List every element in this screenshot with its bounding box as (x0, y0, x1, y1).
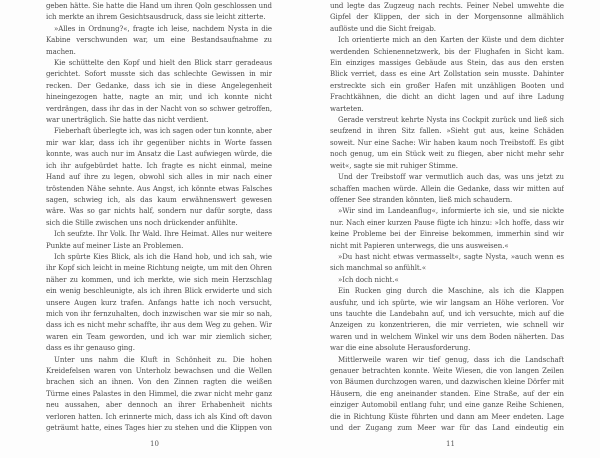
paragraph: Gerade verstreut kehrte Nysta ins Cockpit zurück und ließ sich seufzend in ihren Sitz fallen. »Sieht gut aus, keine Schäden soweit. Nur eine Sache: Wir haben kaum noch Treibstoff. Es gibt noch genug, um ein Stück weit zu fliegen, aber nicht mehr sehr weit«, sagte sie mit ruhiger Stimme. (330, 116, 564, 170)
paragraph: Kie schüttelte den Kopf und hielt den Blick starr geradeaus gerichtet. Sofort musste sich das schlechte Gewissen in mir recken. Der Gedanke, dass ich sie in diese Angelegenheit hineingezogen hatte, nagte an mir, und ich konnte nicht verdrängen, dass ihr das in der Nacht von so schwer getroffen, war unerträglich. Sie hatte das nicht verdient. (46, 59, 272, 125)
paragraph: »Du hast nicht etwas vermasselt«, sagte Nysta, »auch wenn es sich manchmal so anfühlt.« (330, 252, 564, 273)
paragraph: »Ich doch nicht.« (338, 275, 399, 284)
paragraph: Ich seufzte. Ihr Volk. Ihr Wald. Ihre Heimat. Alles nur weitere Punkte auf meiner Liste an Problemen. (46, 230, 272, 250)
paragraph: und legte das Zugzeug nach rechts. Feiner Nebel umwehte die Gipfel der Klippen, der sich in der Morgensonne allmählich auflöste und die Sicht freigab. (330, 2, 564, 33)
paragraph: »Wir sind im Landeanflug«, informierte ich sie, und sie nickte nur. Nach einer kurzen Pause fügte ich hinzu: »Ich hoffe, dass wir keine Probleme bei der Einreise bekommen, immerhin sind wir nicht mit Papieren unterwegs, die uns ausweisen.« (330, 207, 564, 250)
paragraph: Unter uns nahm die Kluft in Schönheit zu. Die hohen Kreidefelsen waren von Unterholz bewachsen und die Wellen brachen sich an ihnen. Von den Zinnen ragten die weißen Türme eines Palastes in den Himmel, die zwar nicht mehr ganz neu aussahen, aber dennoch an ihrer Erhabenheit nichts verloren hatten. Ich erinnerte mich, dass ich als Kind oft davon geträumt hatte, eines Tages hier zu stehen und die Klippen von (46, 355, 272, 433)
paragraph: geben hätte. Sie hatte die Hand um ihren Qoln geschlossen und ich merkte an ihrem Gesichtsausdruck, dass sie leicht zitterte. (46, 2, 272, 22)
paragraph: Mittlerweile waren wir tief genug, dass ich die Landschaft genauer betrachten konnte. Weite Wiesen, die von langen Zeilen von Bäumen durchzogen waren, und dazwischen kleine Dörfer mit Häusern, die eng aneinander standen. Eine Straße, auf der ein einziger Automobil entlang fuhr, und eine ganze Reihe Schienen, die in Richtung Küste führten und dann am Meer endeten. Lage und der Zugang zum Meer war für das Land eindeutig ein (330, 355, 564, 433)
right-page (300, 0, 600, 458)
left-page-text (46, 1, 272, 433)
page-number-right: 11 (446, 440, 455, 448)
paragraph: Ein Rucken ging durch die Maschine, als ich die Klappen ausfuhr, und ich spürte, wie wir langsam an Höhe verloren. Vor uns tauchte die Landebahn auf, und ich versuchte, mich auf die Anzeigen zu konzentrieren, die mir verrieten, wie schnell wir waren und in welchem Winkel wir uns dem Boden näherten. Das war die eine absolute Herausforderung. (330, 287, 564, 353)
paragraph: »Alles in Ordnung?«, fragte ich leise, nachdem Nysta in die Kabine verschwunden war, um eine Bestandsaufnahme zu machen. (46, 24, 272, 56)
paragraph: Fieberhaft überlegte ich, was ich sagen oder tun konnte, aber mir war klar, dass ich ihr gegenüber nichts in Worte fassen konnte, was auch nur im Ansatz die Last aufwiegen würde, die ich ihr aufgebürdet hatte. Ich fragte es nicht einmal, meine Hand auf ihre zu legen, obwohl sich alles in mir nach einer tröstenden Nähe sehnte. Aus Angst, ich könnte etwas Falsches sagen, schwieg ich, als das kaum erwähnenswert gewesen wäre. Was so gar nichts half, sondern nur dafür sorgte, dass sich die Stille zwischen uns noch drückender anfühlte. (46, 127, 272, 227)
right-page-text (330, 1, 564, 433)
paragraph: Und der Treibstoff war vermutlich auch das, was uns jetzt zu schaffen machen würde. Allein die Gedanke, dass wir mitten auf offener See stranden könnten, ließ mich schaudern. (330, 173, 564, 204)
paragraph: Ich spürte Kies Blick, als ich die Hand hob, und ich sah, wie ihr Kopf sich leicht in meine Richtung neigte, um mit den Ohren näher zu kommen, und ich merkte, wie sich mein Herzschlag ein wenig beschleunigte, als ich ihren Blick erwiderte und sich unsere Augen kurz trafen. Anfangs hatte ich noch versucht, mich von ihr fernzuhalten, doch inzwischen war sie mir so nah, dass ich es nicht mehr schaffte, ihr aus dem Weg zu gehen. Wir waren ein Team geworden, und ich war mir ziemlich sicher, dass es ihr genauso ging. (46, 252, 272, 353)
paragraph: Ich orientierte mich an den Karten der Küste und dem dichter werdenden Schienennetzwerk, bis der Flughafen in Sicht kam. Ein einziges massiges Gebäude aus Stein, das aus den ersten Blick verriet, dass es eine Art Zollstation sein musste. Dahinter erstreckte sich ein großer Hafen mit unzähligen Booten und Frachtkähnen, die dicht an dicht lagen und auf ihre Ladung warteten. (330, 36, 564, 113)
page-number-left: 10 (150, 440, 159, 448)
